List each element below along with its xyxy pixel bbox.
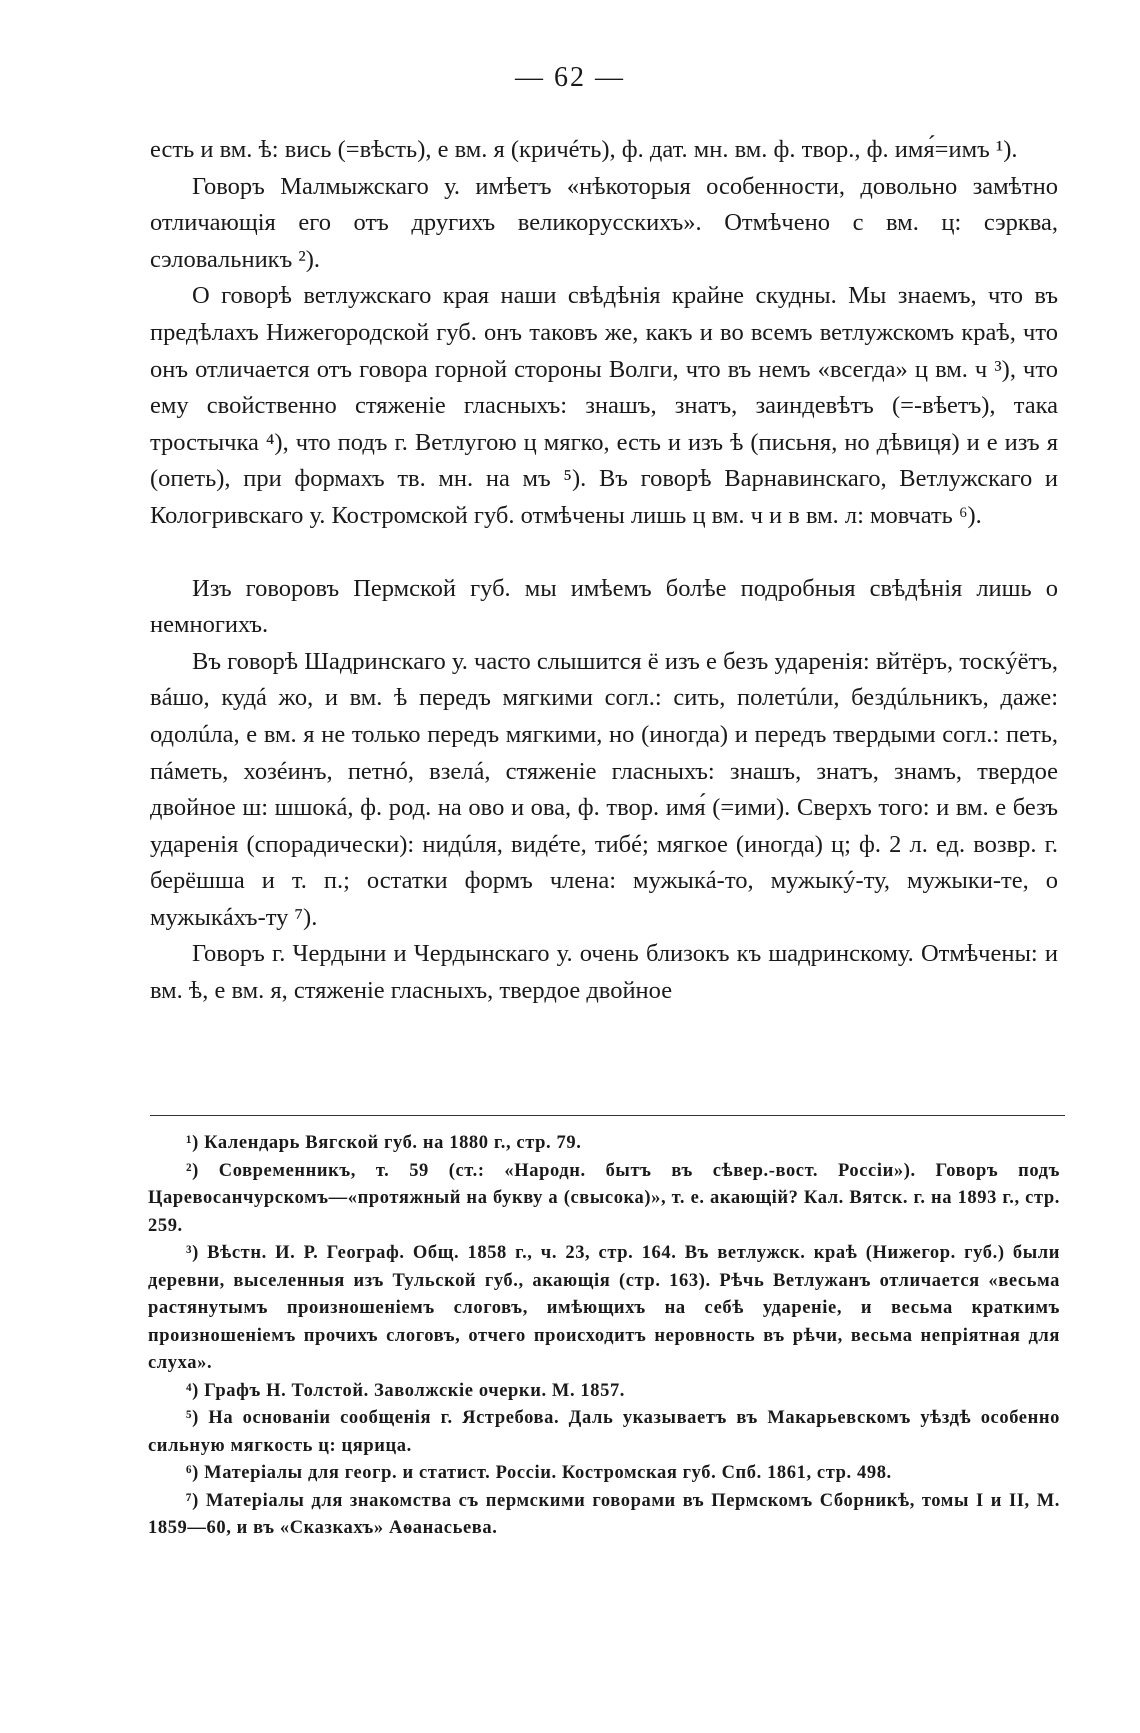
- paragraph: Въ говорѣ Шадринскаго у. часто слышится ё изъ е безъ ударенія: вйтёръ, тоскýётъ, вáшо, кудá жо, и вм. ѣ передъ мягкими согл.: сить, полетúли, бездúльникъ, даже: одолúла, е вм. я не только передъ мягкими, но (иногда) и передъ твердыми согл.: петь, пáметь, хозéинъ, петнó, взелá, стяженіе гласныхъ: знашъ, знатъ, знамъ, твердое двойное ш: шшокá, ф. род. на ово и ова, ф. твор. имя́ (=ими). Сверхъ того: и вм. е безъ ударенія (спорадически): нидúля, видéте, тибé; мягкое (иногда) ц; ф. 2 л. ед. возвр. г. берёшша и т. п.; остатки формъ члена: мужыкá-то, мужыкý-ту, мужыки-те, о мужыкáхъ-ту ⁷).: [150, 647, 1058, 931]
- footnote: ⁵) На основаніи сообщенія г. Ястребова. Даль указываетъ въ Макарьевскомъ уѣздѣ особенно сильную мягкость ц: цярица.: [148, 1408, 1060, 1456]
- paragraph: Изъ говоровъ Пермской губ. мы имѣемъ болѣе подробныя свѣдѣнія лишь о немногихъ.: [150, 574, 1058, 639]
- main-text: [150, 132, 1058, 1010]
- footnotes: [148, 1130, 1060, 1543]
- footnote-divider: [150, 1115, 1065, 1116]
- footnote: ⁴) Графъ Н. Толстой. Заволжскіе очерки. М. 1857.: [186, 1380, 626, 1401]
- page-number: — 62 —: [515, 62, 625, 93]
- footnote: ⁷) Матеріалы для знакомства съ пермскими говорами въ Пермскомъ Сборникѣ, томы I и II, М. 1859—60, и въ «Сказкахъ» Аѳанасьева.: [148, 1490, 1060, 1538]
- paragraph: Говоръ Малмыжскаго у. имѣетъ «нѣкоторыя особенности, довольно замѣтно отличающія его отъ другихъ великорусскихъ». Отмѣчено с вм. ц: сэрква, сэловальникъ ²).: [150, 172, 1058, 273]
- paragraph: О говорѣ ветлужскаго края наши свѣдѣнія крайне скудны. Мы знаемъ, что въ предѣлахъ Нижегородской губ. онъ таковъ же, какъ и во всемъ ветлужскомъ краѣ, что онъ отличается отъ говора горной стороны Волги, что въ немъ «всегда» ц вм. ч ³), что ему свойственно стяженіе гласныхъ: знашъ, знатъ, заиндевѣтъ (=-вѣетъ), така тростычка ⁴), что подъ г. Ветлугою ц мягко, есть и изъ ѣ (письня, но дѣвиця) и е изъ я (опеть), при формахъ тв. мн. на мъ ⁵). Въ говорѣ Варнавинскаго, Ветлужскаго и Кологривскаго у. Костромской губ. отмѣчены лишь ц вм. ч и в вм. л: мовчать ⁶).: [150, 282, 1058, 529]
- footnote: ³) Вѣстн. И. Р. Географ. Общ. 1858 г., ч. 23, стр. 164. Въ ветлужск. краѣ (Нижегор. губ.) были деревни, выселенныя изъ Тульской губ., акающія (стр. 163). Рѣчь Ветлужанъ отличается «весьма растянутымъ произношеніемъ слоговъ, имѣющихъ на себѣ удареніе, и весьма краткимъ произношеніемъ прочихъ слоговъ, отчего происходитъ неровность въ рѣчи, весьма непріятная для слуха».: [148, 1243, 1060, 1373]
- footnote: ⁶) Матеріалы для геогр. и статист. Россіи. Костромская губ. Спб. 1861, стр. 498.: [186, 1463, 892, 1483]
- paragraph: Говоръ г. Чердыни и Чердынскаго у. очень близокъ къ шадринскому. Отмѣчены: и вм. ѣ, е вм. я, стяженіе гласныхъ, твердое двойное: [150, 940, 1058, 1005]
- footnote: ²) Современникъ, т. 59 (ст.: «Народн. бытъ въ сѣвер.-вост. Россіи»). Говоръ подъ Царевосанчурскомъ—«протяжный на букву а (свысока)», т. е. акающій? Кал. Вятск. г. на 1893 г., стр. 259.: [148, 1160, 1060, 1236]
- paragraph: есть и вм. ѣ: вись (=вѣсть), е вм. я (кричéть), ф. дат. мн. вм. ф. твор., ф. имя́=имъ ¹).: [150, 136, 1018, 163]
- footnote: ¹) Календарь Вягской губ. на 1880 г., стр. 79.: [186, 1133, 582, 1153]
